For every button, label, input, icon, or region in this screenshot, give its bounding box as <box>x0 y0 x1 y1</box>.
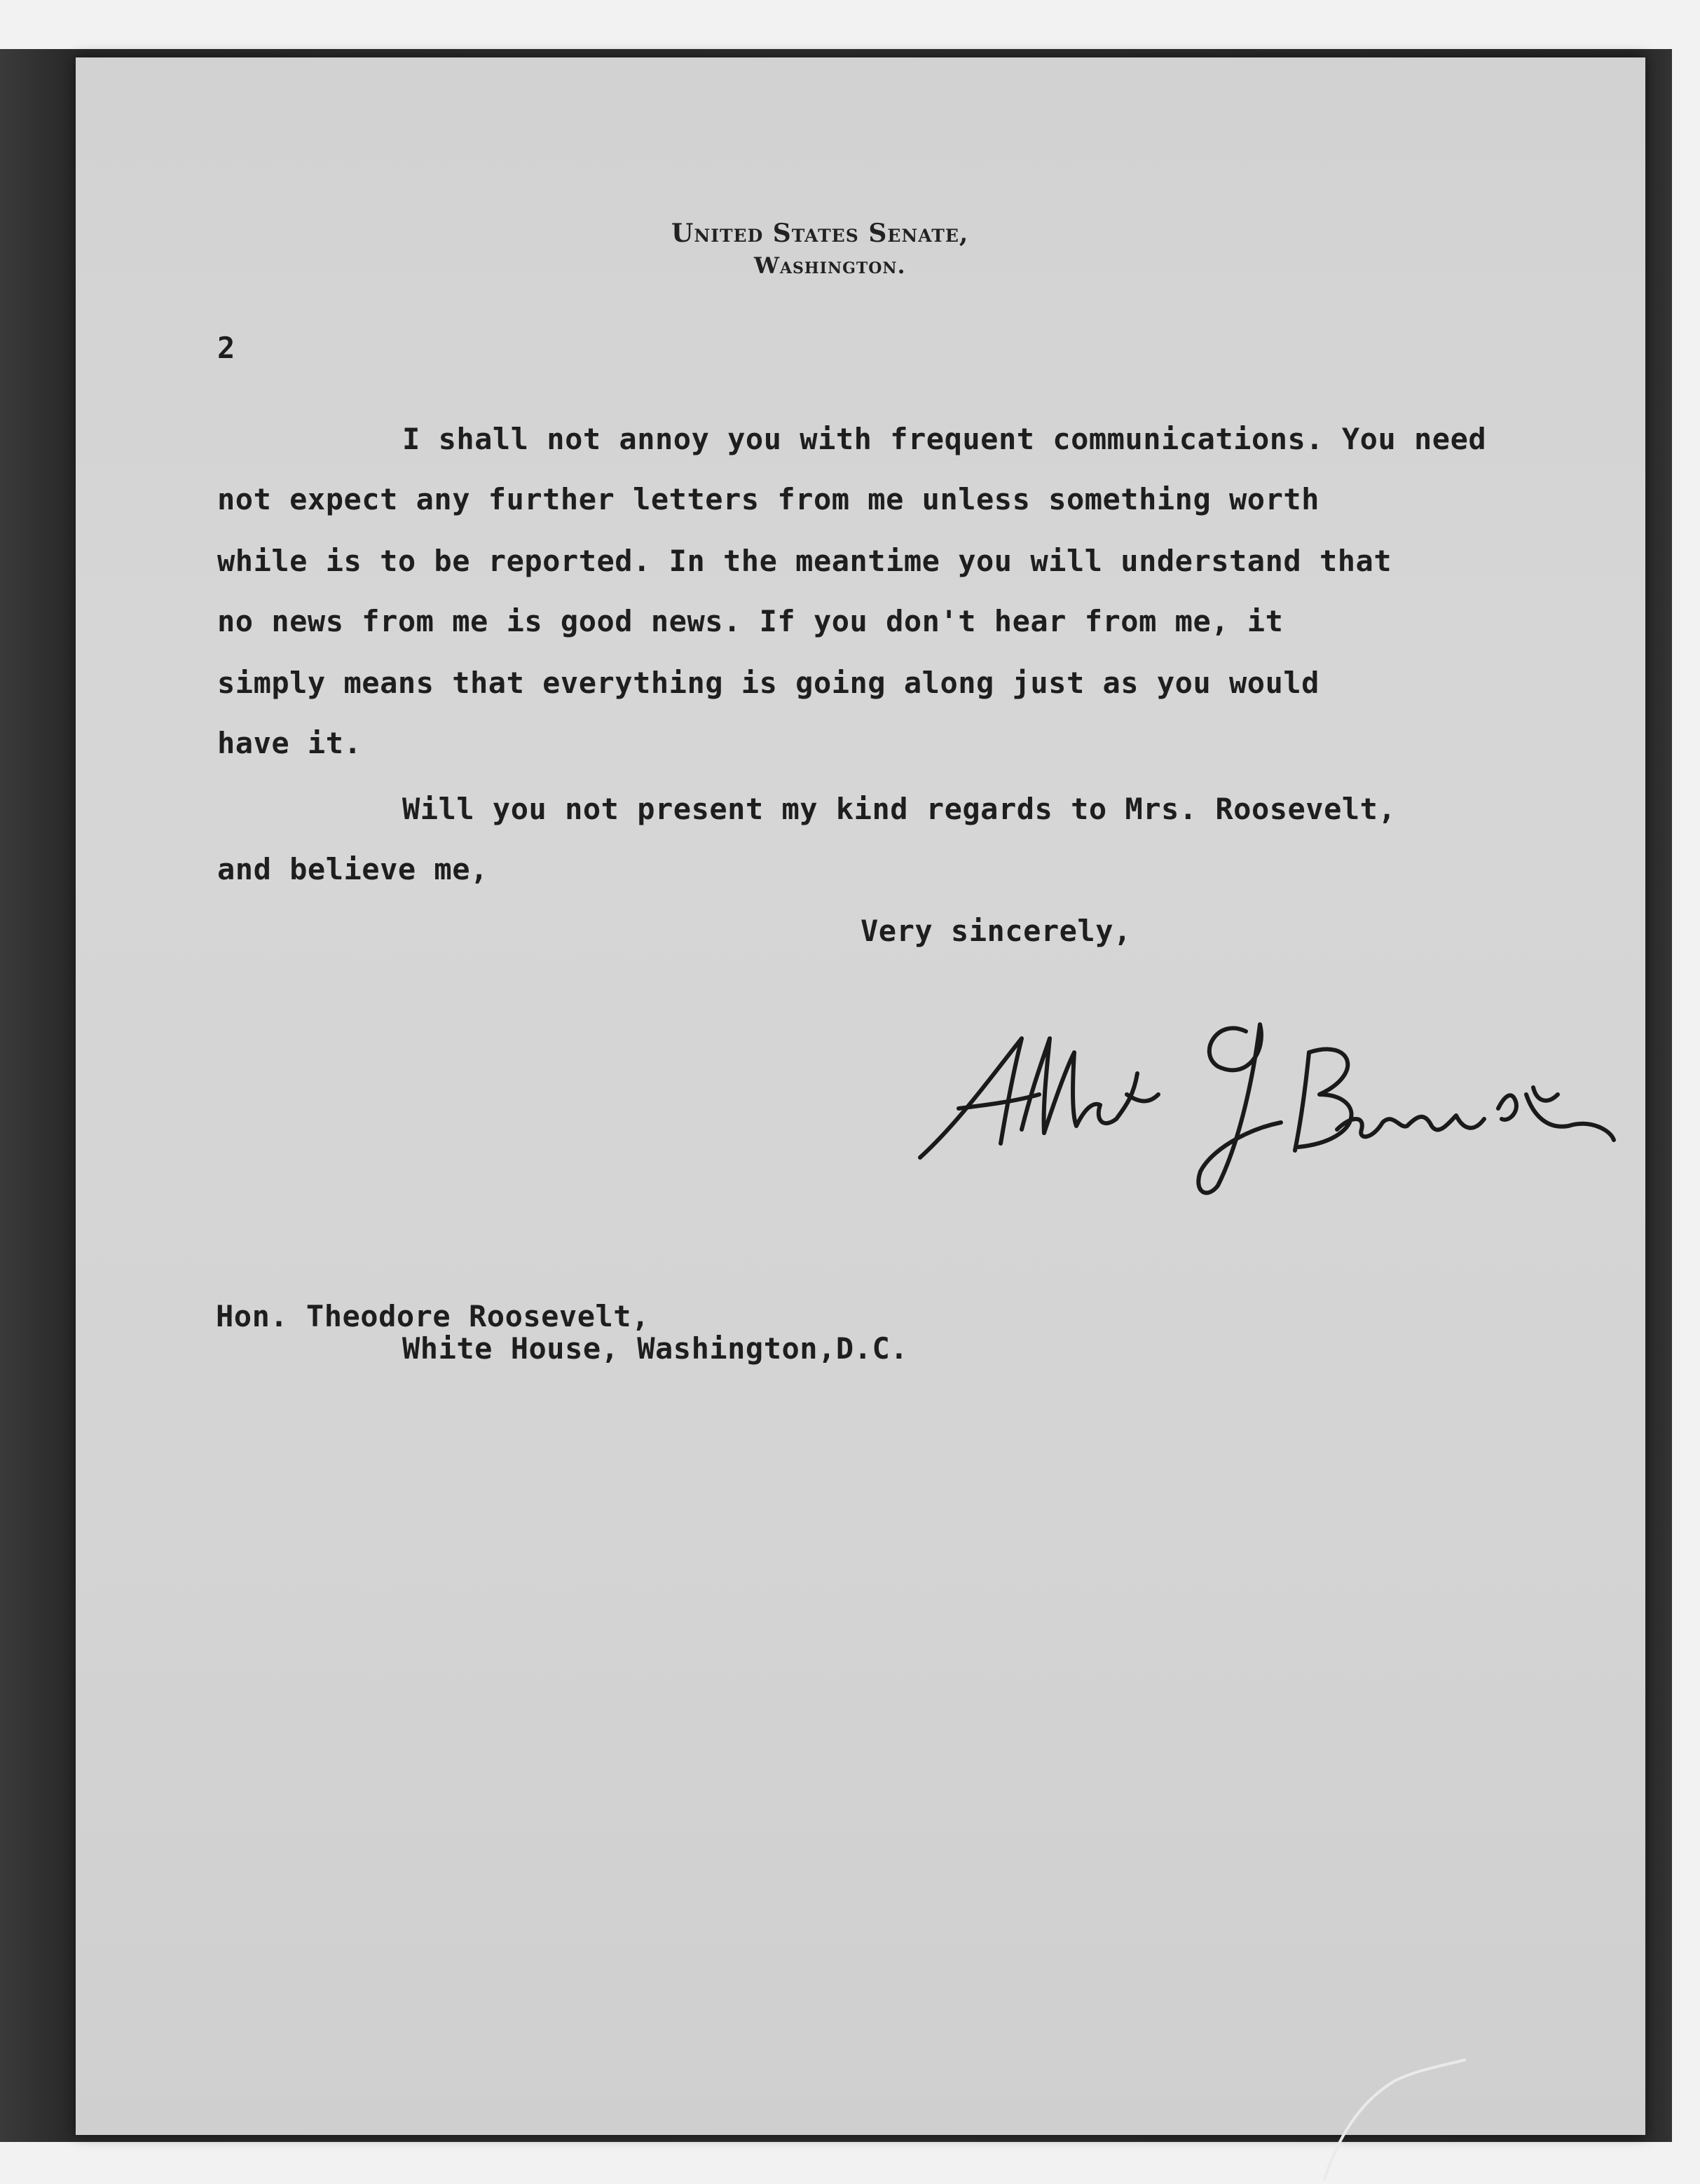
body-line: not expect any further letters from me unless something worth <box>217 482 1319 516</box>
body-line: while is to be reported. In the meantime you will understand that <box>217 544 1392 578</box>
body-line: no news from me is good news. If you don't hear from me, it <box>217 604 1284 638</box>
crease-mark <box>1317 2025 1472 2184</box>
body-line: Will you not present my kind regards to Mrs. Roosevelt, <box>402 792 1397 826</box>
recipient-address: White House, Washington,D.C. <box>402 1331 909 1366</box>
letterhead-line-1: United States Senate, <box>671 219 969 248</box>
body-line: and believe me, <box>217 852 488 886</box>
letter-sheet <box>76 57 1645 2135</box>
recipient-name: Hon. Theodore Roosevelt, <box>216 1299 650 1333</box>
right-margin <box>1672 0 1700 2184</box>
page-number: 2 <box>217 331 235 365</box>
top-margin <box>0 0 1700 49</box>
body-line: I shall not annoy you with frequent communications. You need <box>402 422 1487 456</box>
closing: Very sincerely, <box>861 914 1132 948</box>
handwritten-signature <box>917 989 1617 1200</box>
body-line: have it. <box>217 726 362 760</box>
body-line: simply means that everything is going along just as you would <box>217 666 1319 700</box>
letterhead-line-2: Washington. <box>754 252 906 279</box>
